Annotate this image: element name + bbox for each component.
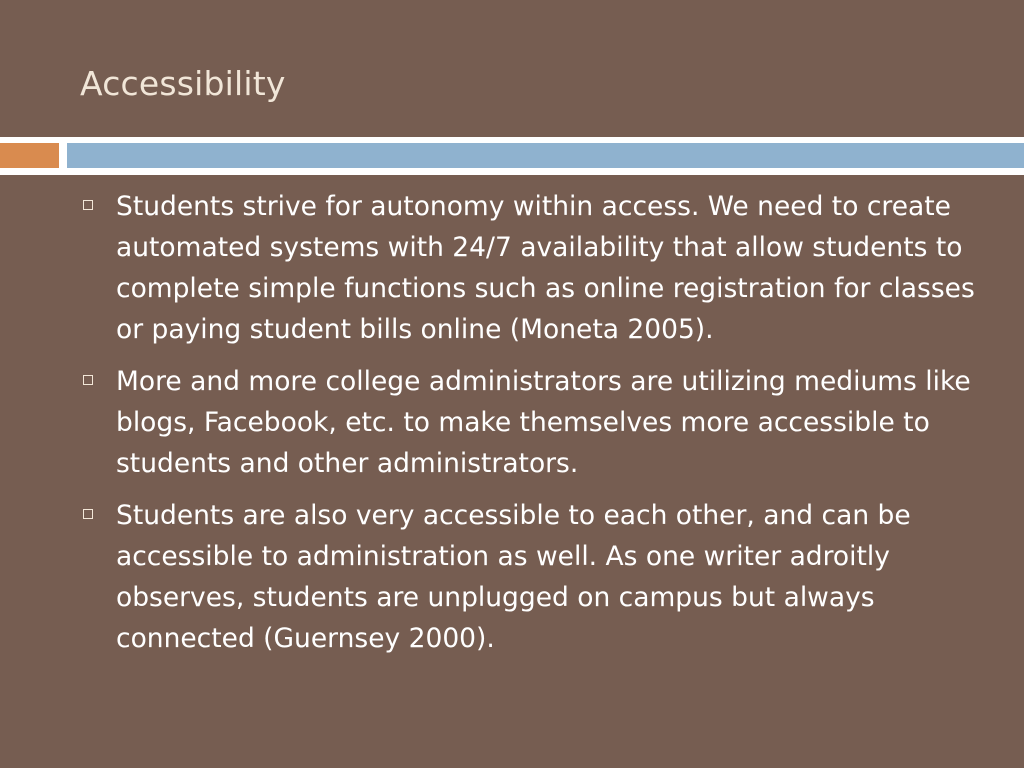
accent-bar-orange bbox=[0, 143, 59, 168]
bullet-item bbox=[80, 361, 980, 484]
bullet-text: Students strive for autonomy within access. We need to create automated systems with 24/7 availability that allow students to complete simple functions such as online registration for classes or paying student bills online (Moneta 2005). bbox=[116, 191, 975, 345]
bullet-text: Students are also very accessible to each other, and can be accessible to administration as well. As one writer adroitly observes, students are unplugged on campus but always connected (Guernsey 2000). bbox=[116, 500, 911, 654]
hollow-square-icon bbox=[83, 375, 93, 385]
bullet-text: More and more college administrators are utilizing mediums like blogs, Facebook, etc. to make themselves more accessible to students and other administrators. bbox=[116, 366, 971, 479]
bullet-item bbox=[80, 495, 980, 659]
bullet-list bbox=[80, 186, 980, 670]
accent-bar-blue bbox=[67, 143, 1024, 168]
slide-title: Accessibility bbox=[80, 64, 286, 103]
hollow-square-icon bbox=[83, 509, 93, 519]
bullet-item bbox=[80, 186, 980, 350]
hollow-square-icon bbox=[83, 200, 93, 210]
